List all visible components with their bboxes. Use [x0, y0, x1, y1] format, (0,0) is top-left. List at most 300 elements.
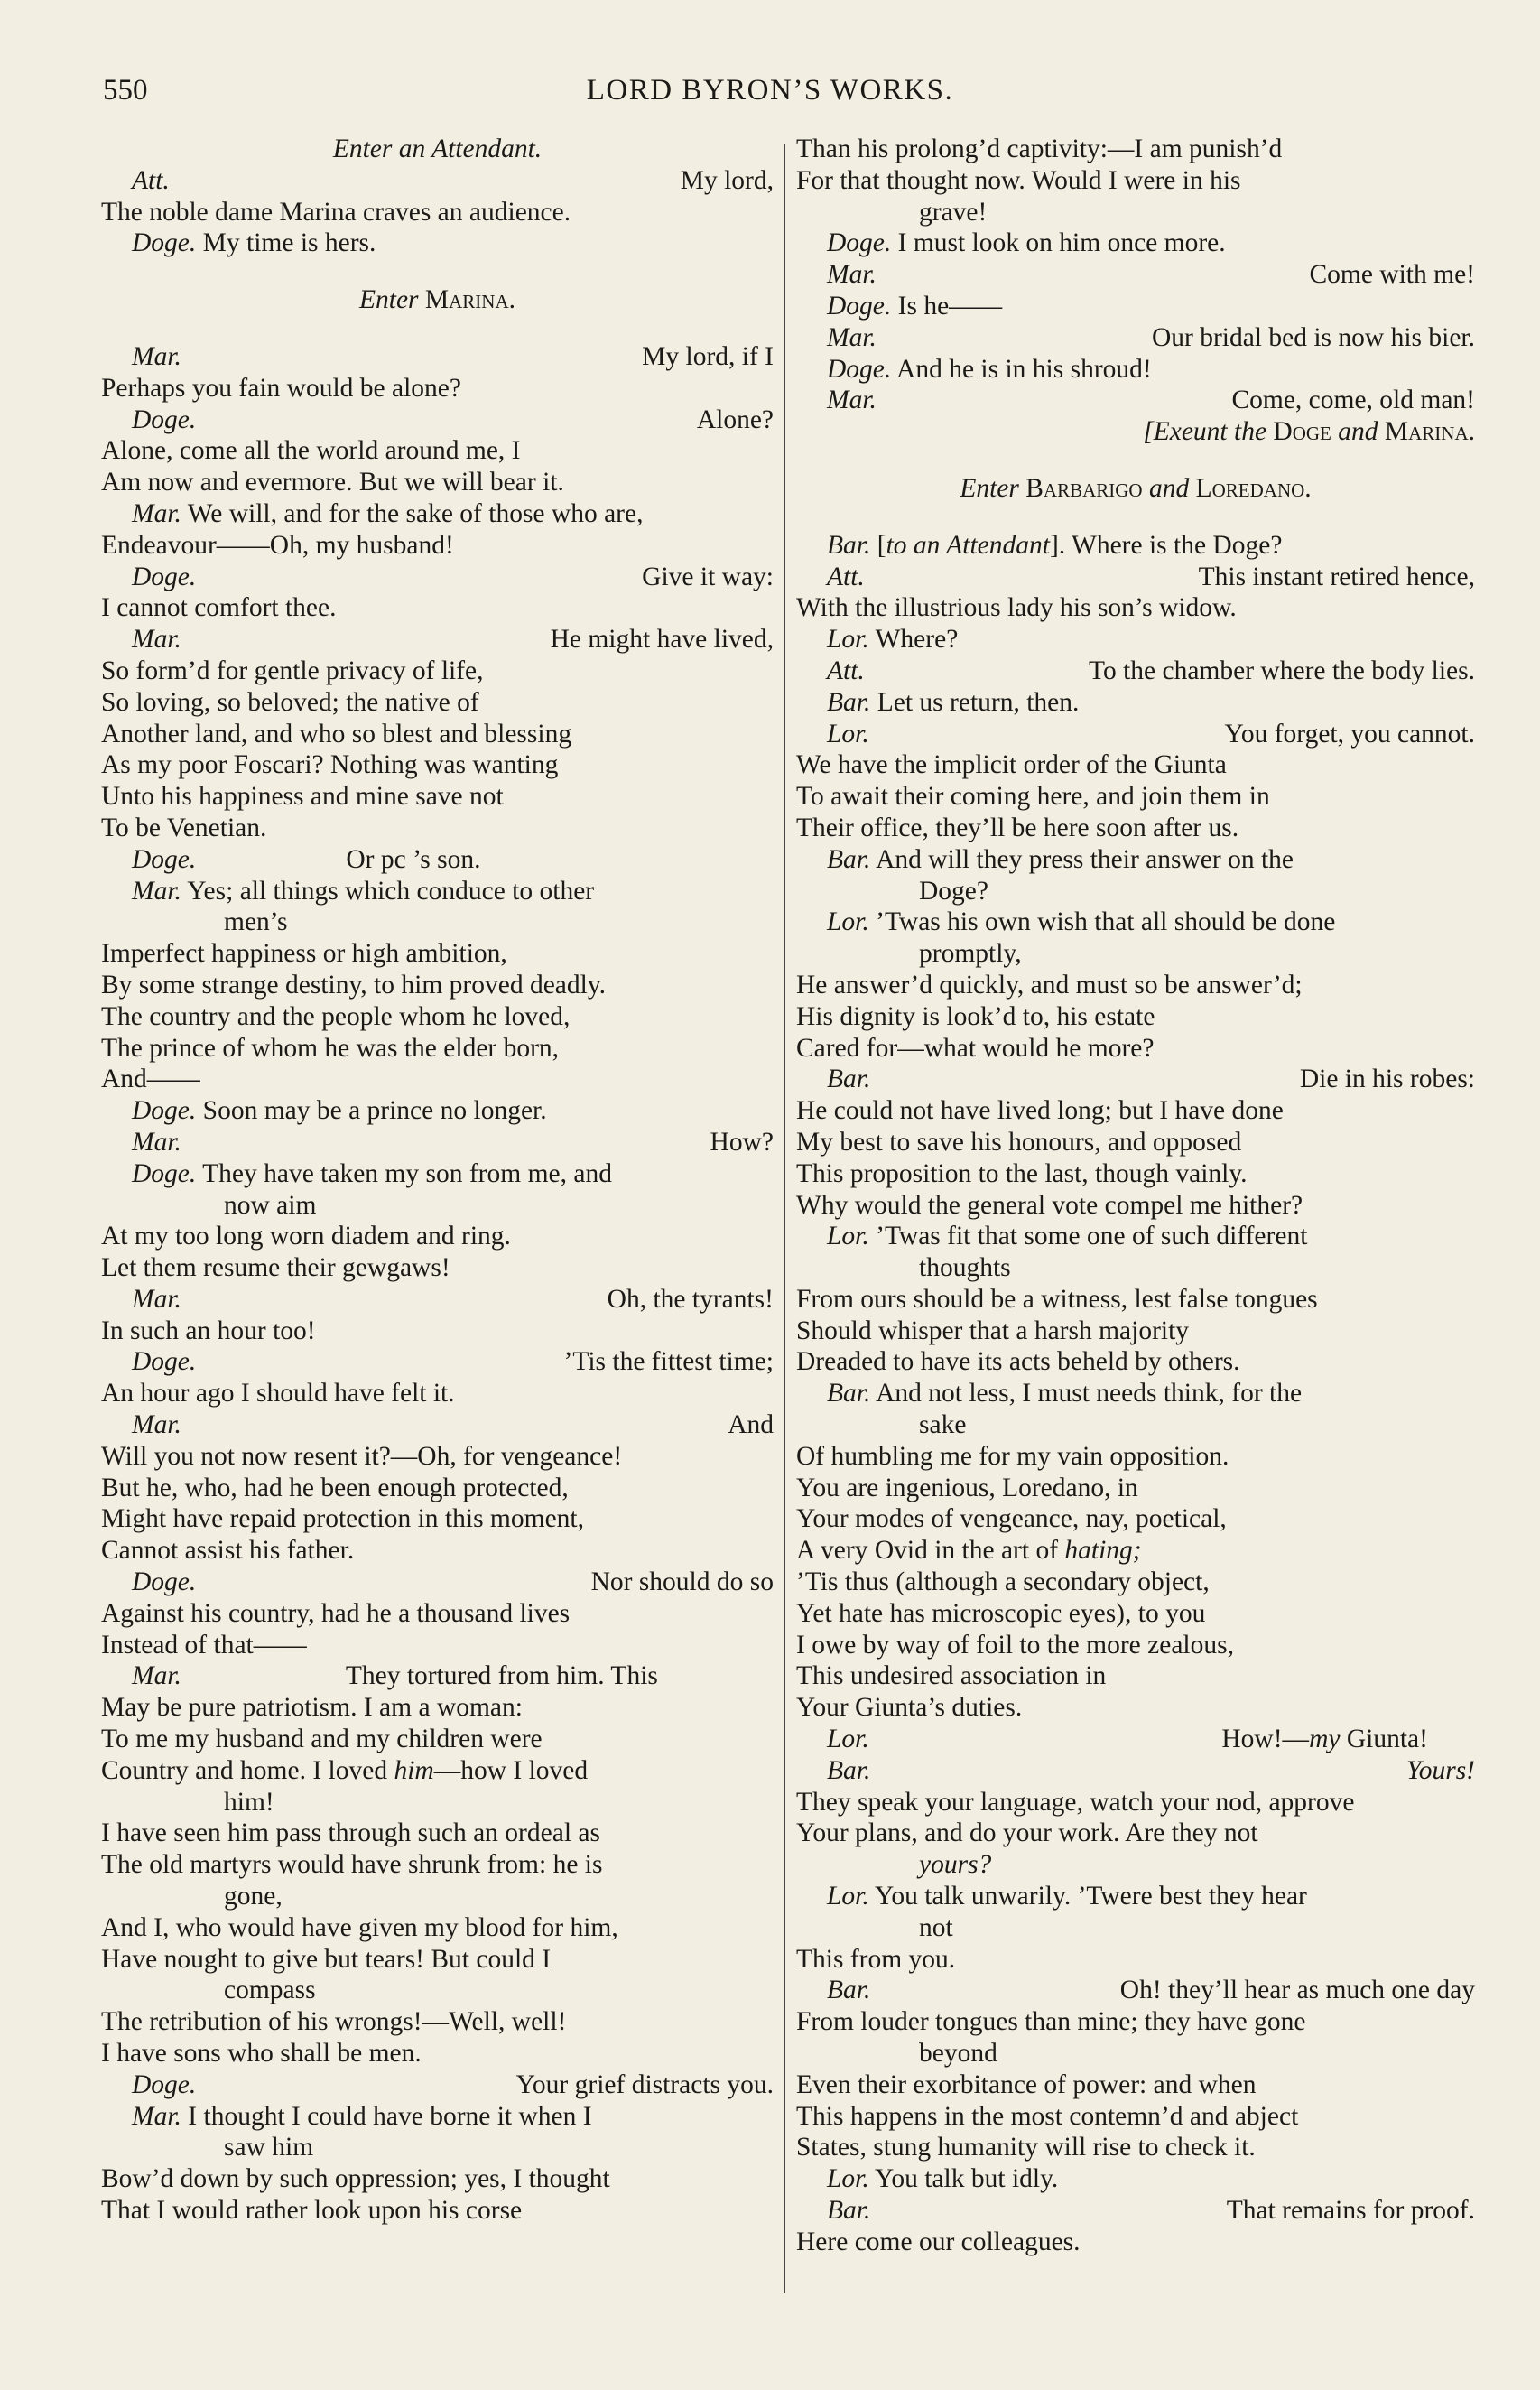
speaker-name: Mar.	[132, 1661, 181, 1691]
direction-text: Enter	[960, 473, 1026, 503]
verse-continuation: beyond	[919, 2039, 997, 2069]
speaker-name: Mar.	[132, 1410, 181, 1440]
line-text: Is he——	[897, 291, 1003, 321]
line-text: I have seen him pass through such an ordeal as	[101, 1818, 600, 1848]
speaker-name: Doge.	[132, 1158, 197, 1188]
line-text: A very Ovid in the art of	[796, 1536, 1065, 1566]
verse-continuation: now aim	[224, 1190, 317, 1220]
emphasis-text: hating;	[1064, 1536, 1142, 1566]
line-text: Might have repaid protection in this moment,	[101, 1504, 584, 1534]
speaker-name: Mar.	[132, 498, 181, 528]
verse-line	[796, 1127, 1475, 1158]
line-text: Alone, come all the world around me, I	[101, 436, 521, 466]
speaker-name: Doge.	[827, 354, 892, 384]
verse-line	[101, 562, 774, 593]
speaker-name: Bar.	[827, 1065, 871, 1094]
verse-line	[101, 624, 774, 656]
verse-line	[796, 1346, 1475, 1378]
speaker-name: Doge.	[132, 1096, 197, 1126]
line-text: The prince of whom he was the elder born,	[101, 1033, 560, 1063]
line-text: And I, who would have given my blood for him,	[101, 1912, 618, 1942]
verse-line	[101, 844, 774, 876]
verse-line	[101, 498, 774, 530]
half-line-text: My lord,	[680, 165, 774, 195]
verse-line	[101, 687, 774, 719]
line-text: In such an hour too!	[101, 1316, 316, 1345]
verse-line	[796, 907, 1475, 938]
line-text: They tortured from him. This	[345, 1661, 658, 1691]
verse-line	[101, 938, 774, 970]
verse-continuation: him!	[224, 1787, 274, 1817]
line-text: Your plans, and do your work. Are they not	[796, 1818, 1258, 1848]
verse-line	[101, 2038, 774, 2069]
half-line-text: Yours!	[1406, 1755, 1475, 1785]
verse-line	[796, 1787, 1475, 1818]
line-text: To await their coming here, and join them in	[796, 782, 1270, 812]
verse-line	[796, 970, 1475, 1001]
verse-line	[101, 197, 774, 228]
speaker-name: Doge.	[827, 291, 892, 321]
speaker-name: Bar.	[827, 687, 871, 717]
verse-line	[101, 592, 774, 624]
verse-line	[796, 1818, 1475, 1849]
verse-continuation: sake	[919, 1410, 967, 1440]
verse-line	[101, 813, 774, 844]
speaker-name: Bar.	[827, 844, 871, 874]
line-text: States, stung humanity will rise to check it.	[796, 2133, 1256, 2162]
emphasis-text: to an Attendant	[886, 530, 1050, 560]
left-column	[101, 134, 774, 2227]
speaker-name: Bar.	[827, 2196, 871, 2225]
spacer	[101, 316, 774, 341]
half-line-text: Come with me!	[1309, 260, 1475, 290]
verse-line	[796, 1001, 1475, 1033]
line-text: How!—	[1221, 1725, 1310, 1754]
line-text: Let them resume their gewgaws!	[101, 1253, 450, 1283]
half-line-text: Oh! they’ll hear as much one day	[1119, 1976, 1475, 2005]
line-text: An hour ago I should have felt it.	[101, 1379, 455, 1409]
half-line-text: My lord, if I	[642, 341, 774, 371]
verse-line	[796, 2006, 1475, 2038]
verse-line	[101, 1473, 774, 1504]
line-text: And——	[101, 1065, 200, 1094]
verse-line	[796, 1064, 1475, 1095]
verse-line	[101, 656, 774, 687]
spacer	[796, 505, 1475, 530]
half-line-text: Oh, the tyrants!	[607, 1284, 774, 1314]
verse-line	[796, 592, 1475, 624]
line-text: By some strange destiny, to him proved deadly.	[101, 970, 607, 1000]
character-name: Barbarigo	[1025, 473, 1143, 503]
half-line-text: Our bridal bed is now his bier.	[1151, 322, 1475, 352]
line-text: Even their exorbitance of power: and when	[796, 2069, 1257, 2099]
verse-line	[796, 719, 1475, 750]
half-line-text: Your grief distracts you.	[515, 2069, 774, 2099]
line-text: But he, who, had he been enough protected,	[101, 1473, 569, 1502]
line-text: My time is hers.	[202, 228, 376, 258]
verse-line	[796, 165, 1475, 197]
page-header	[0, 74, 1540, 119]
speaker-name: Att.	[132, 165, 170, 195]
verse-line	[796, 2195, 1475, 2227]
half-line-text: How?	[710, 1127, 774, 1157]
line-text: At my too long worn diadem and ring.	[101, 1222, 511, 1251]
verse-line	[796, 134, 1475, 165]
verse-line	[796, 562, 1475, 593]
verse-line	[796, 259, 1475, 291]
character-name: Marina.	[424, 285, 516, 315]
line-text: Where?	[875, 625, 959, 655]
verse-line	[796, 1535, 1475, 1567]
line-text: —how I loved	[433, 1755, 589, 1785]
line-text: So loving, so beloved; the native of	[101, 687, 479, 717]
verse-continuation: Doge?	[919, 876, 988, 906]
verse-line	[101, 1378, 774, 1409]
verse-continuation: thoughts	[919, 1253, 1011, 1283]
line-text: Cared for—what would he more?	[796, 1033, 1155, 1063]
half-line-text: This instant retired hence,	[1198, 562, 1475, 591]
verse-line	[101, 1567, 774, 1598]
half-line-text: Give it way:	[642, 562, 774, 591]
speaker-name: Doge.	[132, 1567, 197, 1597]
verse-line	[796, 1724, 1475, 1755]
verse-line	[101, 1660, 774, 1692]
line-text: And not less, I must needs think, for the	[876, 1379, 1303, 1409]
verse-line	[101, 1692, 774, 1724]
speaker-name: Bar.	[827, 530, 871, 560]
line-text: Should whisper that a harsh majority	[796, 1316, 1190, 1345]
line-text: Your Giunta’s duties.	[796, 1693, 1023, 1723]
line-text: Soon may be a prince no longer.	[202, 1096, 547, 1126]
verse-line	[796, 228, 1475, 259]
line-text: As my poor Foscari? Nothing was wanting	[101, 750, 559, 780]
line-text: They speak your language, watch your nod, approve	[796, 1787, 1355, 1817]
line-text: This proposition to the last, though vainly.	[796, 1158, 1248, 1188]
line-text: I thought I could have borne it when I	[188, 2101, 592, 2131]
line-text: I must look on him once more.	[897, 228, 1226, 258]
half-line-text: You forget, you cannot.	[1224, 719, 1475, 749]
verse-line	[101, 2069, 774, 2101]
verse-line	[796, 1158, 1475, 1190]
verse-line	[796, 1473, 1475, 1504]
line-text: The retribution of his wrongs!—Well, well!	[101, 2007, 567, 2037]
line-text: Bow’d down by such oppression; yes, I thought	[101, 2164, 610, 2194]
line-text: Perhaps you fain would be alone?	[101, 373, 461, 403]
right-column	[796, 134, 1475, 2258]
speaker-name: Mar.	[132, 625, 181, 655]
verse-line	[101, 1598, 774, 1630]
line-text: Against his country, had he a thousand lives	[101, 1598, 571, 1628]
line-text: [	[877, 530, 886, 560]
verse-line	[796, 354, 1475, 386]
line-text: Unto his happiness and mine save not	[101, 782, 504, 812]
speaker-name: Mar.	[132, 1127, 181, 1157]
speaker-name: Mar.	[827, 322, 877, 352]
speaker-name: Mar.	[132, 2101, 181, 2131]
verse-line	[101, 1849, 774, 1881]
line-text: That I would rather look upon his corse	[101, 2196, 523, 2225]
line-text: The country and the people whom he loved,	[101, 1001, 571, 1031]
verse-line	[101, 1441, 774, 1473]
speaker-name: Lor.	[827, 719, 869, 749]
direction-text: Enter an Attendant.	[332, 135, 543, 163]
half-line-text: Come, come, old man!	[1231, 386, 1475, 415]
verse-line	[796, 1881, 1475, 1912]
line-text: They have taken my son from me, and	[202, 1158, 612, 1188]
line-text: With the illustrious lady his son’s widow.	[796, 593, 1237, 623]
verse-line	[101, 1630, 774, 1661]
verse-line	[101, 1912, 774, 1944]
verse-line	[101, 1503, 774, 1535]
verse-line	[101, 435, 774, 467]
line-text: Yes; all things which conduce to other	[187, 876, 595, 906]
line-text: Dreaded to have its acts beheld by others.	[796, 1347, 1240, 1377]
line-text: I cannot comfort thee.	[101, 593, 337, 623]
verse-line	[796, 1316, 1475, 1347]
speaker-name: Doge.	[132, 405, 197, 434]
half-line-text: To the chamber where the body lies.	[1089, 656, 1475, 685]
verse-line	[101, 1755, 774, 1787]
line-text: This happens in the most contemn’d and abject	[796, 2101, 1299, 2131]
verse-line	[101, 781, 774, 813]
line-text: To me my husband and my children were	[101, 1725, 543, 1754]
verse-line	[101, 2163, 774, 2195]
verse-line	[101, 876, 774, 907]
verse-line	[101, 1818, 774, 1849]
verse-line	[101, 467, 774, 498]
speaker-name: Bar.	[827, 1976, 871, 2005]
line-text: From ours should be a witness, lest false tongues	[796, 1284, 1318, 1314]
spacer	[101, 259, 774, 284]
verse-continuation: gone,	[224, 1882, 283, 1911]
character-name: Doge	[1273, 417, 1331, 447]
line-text: And he is in his shroud!	[896, 354, 1152, 384]
line-text: Imperfect happiness or high ambition,	[101, 939, 507, 969]
verse-continuation: men’s	[224, 907, 288, 937]
line-text: This undesired association in	[796, 1661, 1107, 1691]
line-text: Have nought to give but tears! But could I	[101, 1944, 552, 1974]
stage-direction	[796, 416, 1475, 448]
line-text: The old martyrs would have shrunk from: he is	[101, 1850, 603, 1880]
line-text: For that thought now. Would I were in his	[796, 165, 1241, 195]
speaker-name: Att.	[827, 562, 865, 591]
line-text: Why would the general vote compel me hither?	[796, 1190, 1303, 1220]
direction-text: and	[1331, 417, 1385, 447]
line-text: Your modes of vengeance, nay, poetical,	[796, 1504, 1227, 1534]
line-text: Giunta!	[1340, 1725, 1428, 1754]
verse-continuation: yours?	[919, 1850, 992, 1880]
verse-line	[796, 1190, 1475, 1222]
verse-line	[101, 2195, 774, 2227]
verse-line	[796, 813, 1475, 844]
page-number: 550	[103, 74, 148, 107]
verse-line	[796, 1221, 1475, 1252]
line-text: We have the implicit order of the Giunta	[796, 750, 1227, 780]
line-text: Or pc ’s son.	[346, 844, 481, 874]
line-text: Cannot assist his father.	[101, 1536, 355, 1566]
verse-line	[101, 719, 774, 750]
verse-line	[796, 1095, 1475, 1127]
verse-line	[796, 322, 1475, 354]
line-text: To be Venetian.	[101, 813, 267, 842]
verse-continuation: compass	[224, 1976, 316, 2005]
verse-continuation: not	[919, 1912, 953, 1942]
verse-line	[796, 781, 1475, 813]
verse-line	[101, 2006, 774, 2038]
verse-line	[101, 1221, 774, 1252]
verse-continuation: saw him	[224, 2133, 314, 2162]
speaker-name: Lor.	[827, 907, 869, 937]
verse-line	[101, 1284, 774, 1316]
verse-line	[796, 1660, 1475, 1692]
speaker-name: Mar.	[132, 341, 181, 371]
stage-direction	[101, 134, 774, 165]
verse-line	[796, 624, 1475, 656]
line-text: ’Tis thus (although a secondary object,	[796, 1567, 1210, 1597]
speaker-name: Doge.	[132, 844, 197, 874]
verse-line	[101, 1064, 774, 1095]
verse-line	[796, 1944, 1475, 1976]
direction-text: Enter	[358, 285, 425, 315]
line-text: Their office, they’ll be here soon after us.	[796, 813, 1239, 842]
verse-line	[796, 291, 1475, 322]
verse-line	[796, 1630, 1475, 1661]
half-line-text: And	[728, 1410, 774, 1440]
verse-line	[101, 1033, 774, 1065]
line-text: Of humbling me for my vain opposition.	[796, 1441, 1229, 1471]
character-name: Loredano.	[1195, 473, 1312, 503]
speaker-name: Lor.	[827, 1222, 869, 1251]
direction-text: [Exeunt the	[1143, 417, 1274, 447]
line-text: You are ingenious, Loredano, in	[796, 1473, 1138, 1502]
line-text: Than his prolong’d captivity:—I am punish’d	[796, 135, 1283, 163]
verse-line	[796, 1284, 1475, 1316]
verse-line	[796, 1598, 1475, 1630]
line-text: I owe by way of foil to the more zealous,	[796, 1630, 1234, 1660]
verse-line	[796, 1567, 1475, 1598]
character-name: Marina.	[1384, 417, 1475, 447]
verse-line	[796, 749, 1475, 781]
speaker-name: Doge.	[132, 228, 197, 258]
verse-line	[796, 1378, 1475, 1409]
half-line-text: Nor should do so	[590, 1567, 774, 1597]
line-text: From louder tongues than mine; they have gone	[796, 2007, 1306, 2037]
speaker-name: Lor.	[827, 1725, 869, 1754]
half-line-text: Alone?	[696, 405, 774, 434]
verse-line	[796, 2101, 1475, 2133]
verse-line	[796, 656, 1475, 687]
line-text: We will, and for the sake of those who are,	[187, 498, 644, 528]
verse-line	[796, 1755, 1475, 1787]
verse-line	[101, 1944, 774, 1976]
half-line-text: ’Tis the fittest time;	[563, 1347, 774, 1377]
speaker-name: Mar.	[132, 1284, 181, 1314]
speaker-name: Lor.	[827, 2164, 869, 2194]
line-text: So form’d for gentle privacy of life,	[101, 656, 484, 685]
speaker-name: Doge.	[132, 562, 197, 591]
line-text: His dignity is look’d to, his estate	[796, 1001, 1155, 1031]
verse-line	[796, 2069, 1475, 2101]
speaker-name: Mar.	[827, 386, 877, 415]
line-text: Here come our colleagues.	[796, 2227, 1081, 2256]
line-text: Another land, and who so blest and blessing	[101, 719, 572, 749]
verse-line	[796, 530, 1475, 562]
direction-text: and	[1142, 473, 1196, 503]
verse-continuation: grave!	[919, 197, 988, 227]
verse-continuation: promptly,	[919, 939, 1022, 969]
line-text: Am now and evermore. But we will bear it.	[101, 468, 564, 498]
verse-line	[101, 2101, 774, 2133]
line-text: You talk unwarily. ’Twere best they hear	[875, 1882, 1307, 1911]
verse-line	[101, 1409, 774, 1441]
verse-line	[101, 228, 774, 259]
verse-line	[796, 2163, 1475, 2195]
stage-direction	[101, 284, 774, 316]
verse-line	[101, 1535, 774, 1567]
verse-line	[796, 2227, 1475, 2258]
verse-line	[101, 749, 774, 781]
half-line-text: Die in his robes:	[1299, 1065, 1475, 1094]
line-text: Country and home. I loved	[101, 1755, 394, 1785]
line-text: Yet hate has microscopic eyes), to you	[796, 1598, 1206, 1628]
verse-line	[796, 1441, 1475, 1473]
speaker-name: Mar.	[827, 260, 877, 290]
verse-line	[101, 1095, 774, 1127]
verse-line	[101, 1127, 774, 1158]
line-text: And will they press their answer on the	[876, 844, 1294, 874]
verse-line	[101, 1158, 774, 1190]
verse-line	[101, 530, 774, 562]
speaker-name: Mar.	[132, 876, 181, 906]
line-text: Instead of that——	[101, 1630, 307, 1660]
line-text: Will you not now resent it?—Oh, for vengeance!	[101, 1441, 623, 1471]
line-text: He answer’d quickly, and must so be answer’d;	[796, 970, 1303, 1000]
line-text: Let us return, then.	[877, 687, 1080, 717]
spacer	[796, 448, 1475, 473]
line-text: ]. Where is the Doge?	[1049, 530, 1283, 560]
line-text: ’Twas his own wish that all should be done	[876, 907, 1336, 937]
line-text: This from you.	[796, 1944, 956, 1974]
half-line-text: That remains for proof.	[1226, 2196, 1475, 2225]
speaker-name: Bar.	[827, 1755, 871, 1785]
speaker-name: Att.	[827, 656, 865, 685]
half-line-text: He might have lived,	[550, 625, 774, 655]
verse-line	[101, 1001, 774, 1033]
line-text: You talk but idly.	[875, 2164, 1059, 2194]
verse-line	[796, 385, 1475, 416]
emphasis-text: him	[394, 1755, 434, 1785]
line-text: May be pure patriotism. I am a woman:	[101, 1693, 523, 1723]
verse-line	[796, 1692, 1475, 1724]
running-title: LORD BYRON’S WORKS.	[586, 74, 954, 107]
verse-line	[101, 405, 774, 436]
verse-line	[796, 844, 1475, 876]
emphasis-text: my	[1309, 1725, 1341, 1754]
verse-line	[101, 165, 774, 197]
line-text: He could not have lived long; but I have done	[796, 1096, 1284, 1126]
verse-line	[101, 1724, 774, 1755]
line-text: I have sons who shall be men.	[101, 2039, 422, 2069]
line-text: Endeavour——Oh, my husband!	[101, 530, 454, 560]
stage-direction	[796, 473, 1475, 505]
verse-line	[796, 687, 1475, 719]
speaker-name: Doge.	[132, 2069, 197, 2099]
speaker-name: Doge.	[132, 1347, 197, 1377]
verse-line	[101, 1316, 774, 1347]
speaker-name: Lor.	[827, 625, 869, 655]
verse-line	[101, 341, 774, 373]
verse-line	[101, 970, 774, 1001]
